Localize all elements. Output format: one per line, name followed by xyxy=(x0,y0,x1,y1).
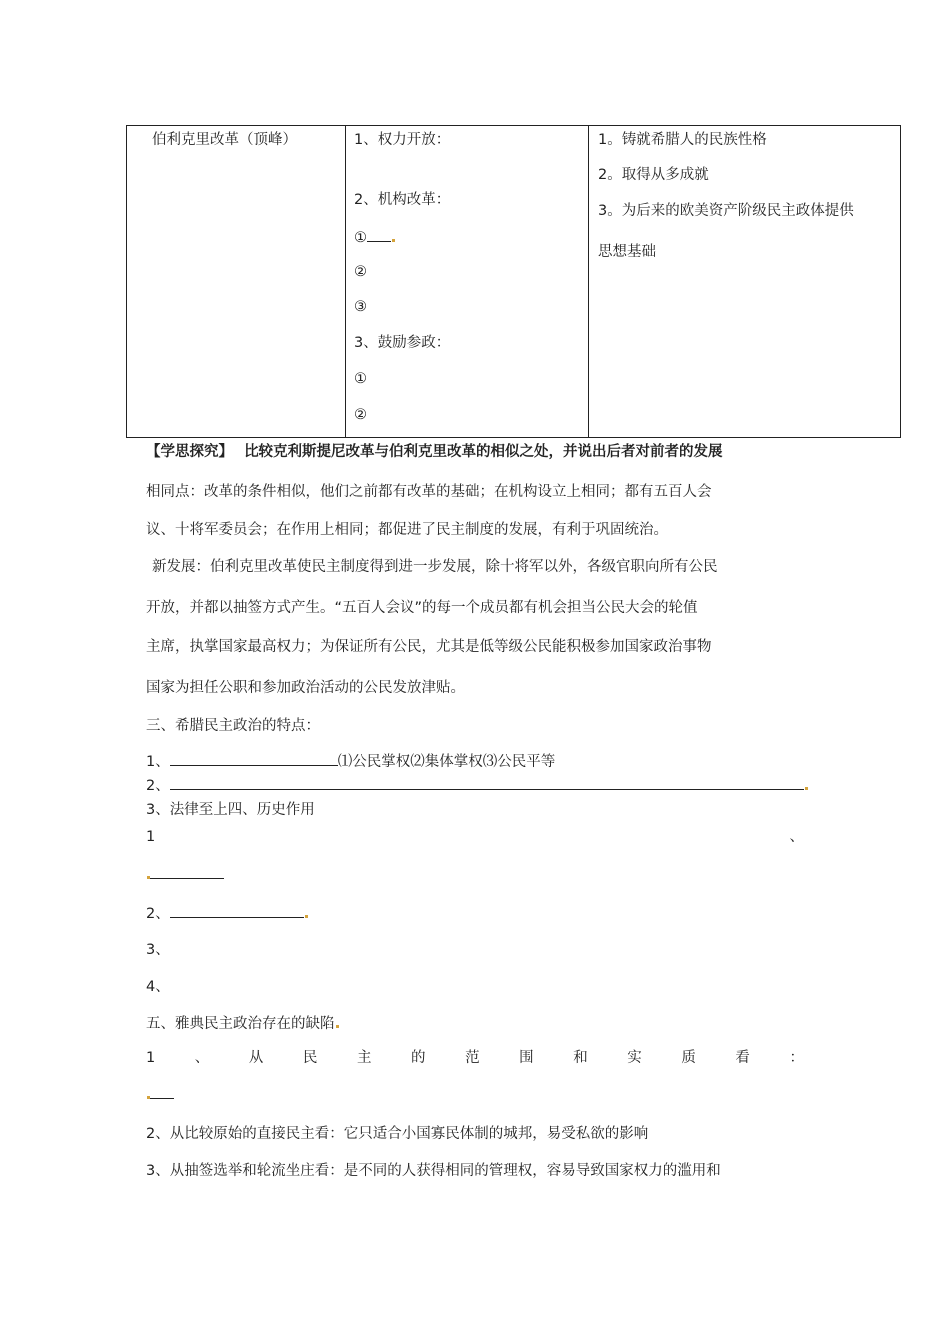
similar-line-2: 议、十将军委员会；在作用上相同；都促进了民主制度的发展，有利于巩固统治。 xyxy=(146,522,668,538)
answer-blank[interactable] xyxy=(170,903,304,918)
impact-line: 思想基础 xyxy=(598,244,656,260)
reform-content-cell xyxy=(346,126,589,438)
section5-title-line xyxy=(146,1014,339,1034)
answer-blank[interactable] xyxy=(170,751,338,766)
content-line: ① xyxy=(354,227,395,248)
development-line-1: 新发展：伯利克里改革使民主制度得到进一步发展，除十将军以外，各级官职向所有公民 xyxy=(152,559,718,575)
inquiry-line xyxy=(146,442,723,462)
content-line: ② xyxy=(354,264,367,280)
inquiry-heading: 【学思探究】 xyxy=(146,444,233,460)
section4-item1-blank xyxy=(146,864,224,885)
content-line: 1、权力开放： xyxy=(354,132,451,148)
inquiry-question: 比较克利斯提尼改革与伯利克里改革的相似之处，并说出后者对前者的发展 xyxy=(244,444,723,460)
section5-item2: 2、从比较原始的直接民主看：它只适合小国寡民体制的城邦，易受私欲的影响 xyxy=(146,1126,649,1142)
blank-line[interactable] xyxy=(367,227,391,242)
answer-blank[interactable] xyxy=(170,775,804,790)
content-line: ① xyxy=(354,371,367,387)
marker-icon xyxy=(305,915,308,918)
marker-icon xyxy=(392,239,395,242)
section3-title: 三、希腊民主政治的特点： xyxy=(146,718,320,734)
impact-line: 1。铸就希腊人的民族性格 xyxy=(598,132,767,148)
marker-icon xyxy=(805,787,808,790)
section5-item1: 1 、 从 民 主 的 范 围 和 实 质 看 ： xyxy=(146,1050,804,1066)
section3-item3: 3、法律至上四、历史作用 xyxy=(146,802,315,818)
content-line: 3、鼓励参政： xyxy=(354,335,451,351)
content-line: 2、机构改革： xyxy=(354,192,451,208)
section4-item2: 2、 xyxy=(146,903,308,924)
development-line-3: 主席，执掌国家最高权力；为保证所有公民，尤其是低等级公民能积极参加国家政治事物 xyxy=(146,639,712,655)
section4-item3: 3、 xyxy=(146,942,170,958)
section5-item1-blank xyxy=(146,1084,174,1105)
content-line: ② xyxy=(354,407,367,423)
impact-line: 2。取得从多成就 xyxy=(598,167,709,183)
reform-name-cell xyxy=(127,126,346,438)
section3-item2: 2、 xyxy=(146,775,808,796)
section5-title: 五、雅典民主政治存在的缺陷 xyxy=(146,1016,335,1032)
marker-icon xyxy=(336,1025,339,1028)
development-line-2: 开放，并都以抽签方式产生。“五百人会议”的每一个成员都有机会担当公民大会的轮值 xyxy=(146,600,698,616)
answer-blank[interactable] xyxy=(150,1084,174,1099)
section5-item3: 3、从抽签选举和轮流坐庄看：是不同的人获得相同的管理权，容易导致国家权力的滥用和 xyxy=(146,1163,721,1179)
reform-table xyxy=(126,125,901,438)
answer-blank[interactable] xyxy=(150,864,224,879)
impact-line: 3。为后来的欧美资产阶级民主政体提供 xyxy=(598,203,854,219)
content-line: ③ xyxy=(354,299,367,315)
section4-item1: 1 、 xyxy=(146,829,804,845)
section3-item1: 1、 ⑴公民掌权⑵集体掌权⑶公民平等 xyxy=(146,751,555,772)
reform-impact-cell xyxy=(589,126,901,438)
section4-item4: 4、 xyxy=(146,979,170,995)
development-line-4: 国家为担任公职和参加政治活动的公民发放津贴。 xyxy=(146,680,465,696)
similar-line-1: 相同点：改革的条件相似，他们之前都有改革的基础；在机构设立上相同；都有五百人会 xyxy=(146,484,712,500)
reform-name: 伯利克里改革（顶峰） xyxy=(152,132,297,148)
